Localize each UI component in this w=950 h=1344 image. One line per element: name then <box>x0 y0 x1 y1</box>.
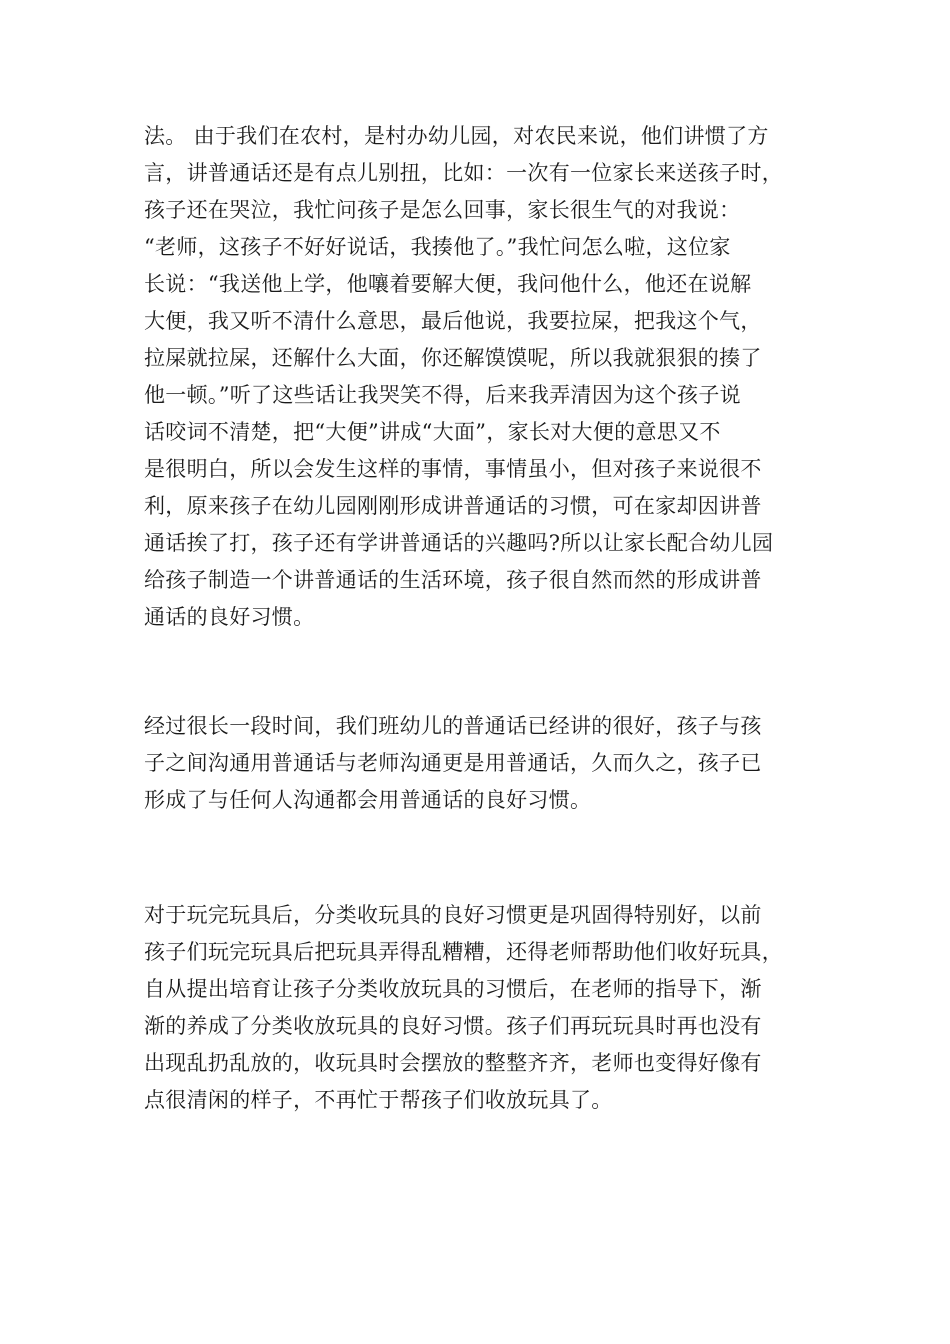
text-line: 他一顿。”听了这些话让我哭笑不得，后来我弄清因为这个孩子说 <box>144 383 741 407</box>
text-line: 通话的良好习惯。 <box>144 605 315 629</box>
text-line: 渐的养成了分类收放玩具的良好习惯。孩子们再玩玩具时再也没有 <box>144 1014 762 1038</box>
text-line: 利，原来孩子在幼儿园刚刚形成讲普通话的习惯，可在家却因讲普 <box>144 494 762 518</box>
text-line: 言，讲普通话还是有点儿别扭，比如：一次有一位家长来送孩子时， <box>144 161 783 185</box>
text-line: 形成了与任何人沟通都会用普通话的良好习惯。 <box>144 788 592 812</box>
paragraph-mandarin-progress <box>144 708 814 819</box>
text-line: “老师，这孩子不好好说话，我揍他了。”我忙问怎么啦，这位家 <box>144 235 731 259</box>
text-line: 点很清闲的样子，不再忙于帮孩子们收放玩具了。 <box>144 1088 613 1112</box>
text-line: 给孩子制造一个讲普通话的生活环境，孩子很自然而然的形成讲普 <box>144 568 762 592</box>
text-line: 孩子们玩完玩具后把玩具弄得乱糟糟，还得老师帮助他们收好玩具， <box>144 940 783 964</box>
text-line: 长说：“我送他上学，他嚷着要解大便，我问他什么，他还在说解 <box>144 272 752 296</box>
paragraph-toy-habits <box>144 897 814 1119</box>
text-line: 话咬词不清楚，把“大便”讲成“大面”，家长对大便的意思又不 <box>144 420 721 444</box>
text-line: 经过很长一段时间，我们班幼儿的普通话已经讲的很好，孩子与孩 <box>144 714 762 738</box>
text-line: 大便，我又听不清什么意思，最后他说，我要拉屎，把我这个气， <box>144 309 762 333</box>
text-line: 出现乱扔乱放的，收玩具时会摆放的整整齐齐，老师也变得好像有 <box>144 1051 762 1075</box>
text-line: 子之间沟通用普通话与老师沟通更是用普通话，久而久之，孩子已 <box>144 751 762 775</box>
text-line: 拉屎就拉屎，还解什么大面，你还解馍馍呢，所以我就狠狠的揍了 <box>144 346 762 370</box>
text-line: 对于玩完玩具后，分类收玩具的良好习惯更是巩固得特别好，以前 <box>144 903 762 927</box>
text-line: 自从提出培育让孩子分类收放玩具的习惯后，在老师的指导下，渐 <box>144 977 762 1001</box>
paragraph-dialect-story <box>144 118 814 636</box>
text-line: 孩子还在哭泣，我忙问孩子是怎么回事，家长很生气的对我说： <box>144 198 741 222</box>
text-line: 法。 由于我们在农村，是村办幼儿园，对农民来说，他们讲惯了方 <box>144 124 769 148</box>
text-line: 是很明白，所以会发生这样的事情，事情虽小，但对孩子来说很不 <box>144 457 762 481</box>
text-line: 通话挨了打，孩子还有学讲普通话的兴趣吗?所以让家长配合幼儿园 <box>144 531 774 555</box>
